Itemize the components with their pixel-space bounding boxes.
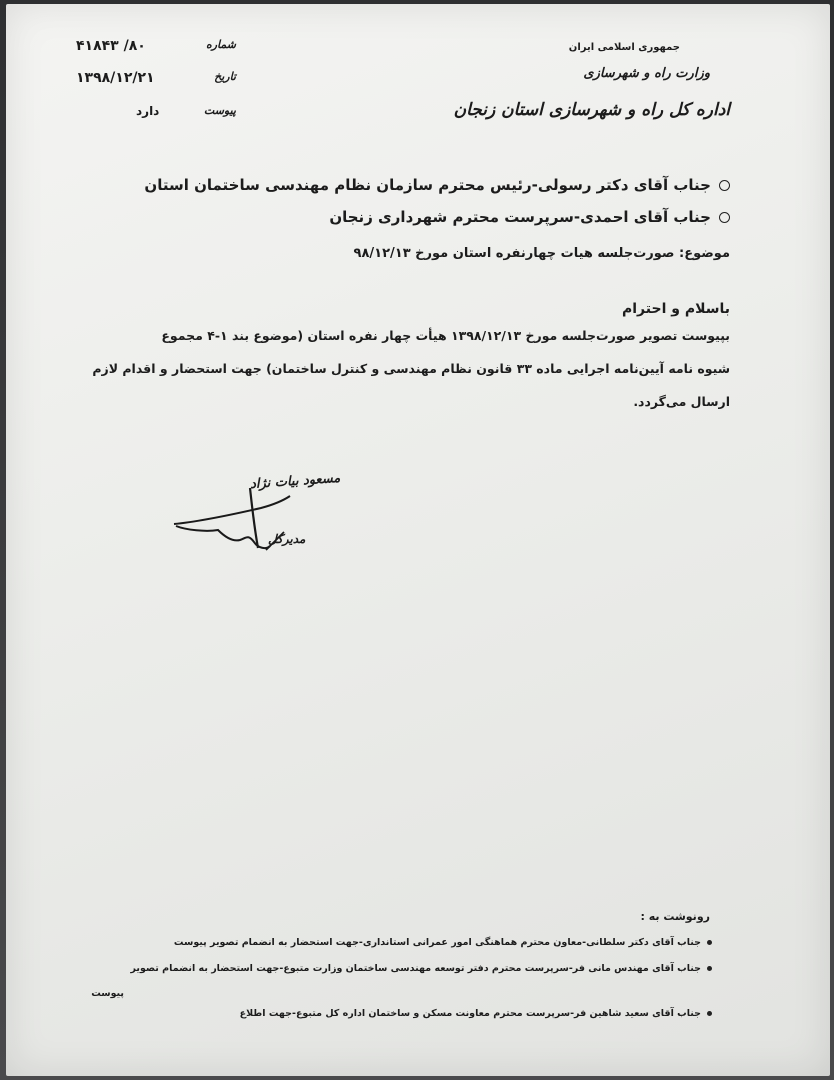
- letter-greeting: باسلام و احترام: [622, 301, 730, 317]
- cc-item-1-text: جناب آقای دکتر سلطانی-معاون محترم هماهنگی امور عمرانی استانداری-جهت استحضار به انضمام تصویر پیوست: [173, 937, 701, 948]
- org-country: جمهوری اسلامی ایران: [568, 42, 680, 53]
- signatory-name: مسعود بیات نژاد: [249, 470, 341, 493]
- letter-attachment-value: دارد: [136, 104, 160, 118]
- letter-date-value: ۱۳۹۸/۱۲/۲۱: [76, 70, 155, 86]
- recipient-2: [329, 208, 730, 226]
- body-line-2: شیوه نامه آیین‌نامه اجرایی ماده ۳۳ قانون نظام مهندسی و کنترل ساختمان) جهت استحضار و اقدام لازم: [92, 361, 730, 376]
- letter-attachment-label: پیوست: [203, 104, 236, 117]
- cc-item-3-text: جناب آقای سعید شاهین فر-سرپرست محترم معاونت مسکن و ساختمان اداره کل متبوع-جهت اطلاع: [239, 1008, 701, 1019]
- bullet-icon: [707, 966, 712, 971]
- letter-number-row: [76, 38, 236, 60]
- org-department: اداره کل راه و شهرسازی استان زنجان: [453, 100, 730, 120]
- recipient-1: [144, 176, 730, 194]
- letter-number-value: ۸۰/ ۴۱۸۴۳: [76, 38, 146, 54]
- recipient-1-text: جناب آقای دکتر رسولی-رئیس محترم سازمان نظام مهندسی ساختمان استان: [144, 176, 711, 194]
- cc-item-2-continued: [91, 985, 124, 1002]
- signatory-title: مدیرکل: [268, 532, 306, 546]
- handwritten-signature: [166, 486, 316, 566]
- letter-subject: موضوع: صورت‌جلسه هیات چهارنفره استان مورخ ۹۸/۱۲/۱۳: [353, 246, 730, 261]
- letter-date-row: [76, 70, 236, 92]
- letter-page: [6, 4, 830, 1076]
- cc-item-2-text: جناب آقای مهندس مانی فر-سرپرست محترم دفتر توسعه مهندسی ساختمان وزارت متبوع-جهت استحضار به انضمام تصویر: [130, 963, 701, 974]
- letter-date-label: تاریخ: [214, 70, 236, 83]
- circle-bullet-icon: [719, 180, 730, 191]
- bullet-icon: [707, 1011, 712, 1016]
- cc-item-2: [131, 960, 713, 977]
- cc-item-2-continued-text: پیوست: [91, 988, 124, 999]
- letter-attachment-row: [136, 104, 236, 126]
- body-line-3: ارسال می‌گردد.: [633, 394, 730, 409]
- cc-title: رونوشت به :: [640, 910, 710, 923]
- letter-number-label: شماره: [205, 38, 236, 51]
- cc-item-3: [240, 1005, 712, 1022]
- bullet-icon: [707, 940, 712, 945]
- cc-item-1: [174, 934, 712, 951]
- org-ministry: وزارت راه و شهرسازی: [583, 66, 710, 81]
- circle-bullet-icon: [719, 212, 730, 223]
- recipient-2-text: جناب آقای احمدی-سرپرست محترم شهرداری زنجان: [329, 208, 711, 226]
- body-line-1: بپیوست تصویر صورت‌جلسه مورخ ۱۳۹۸/۱۲/۱۳ هیأت چهار نفره استان (موضوع بند ۱-۴ مجموع: [161, 328, 730, 343]
